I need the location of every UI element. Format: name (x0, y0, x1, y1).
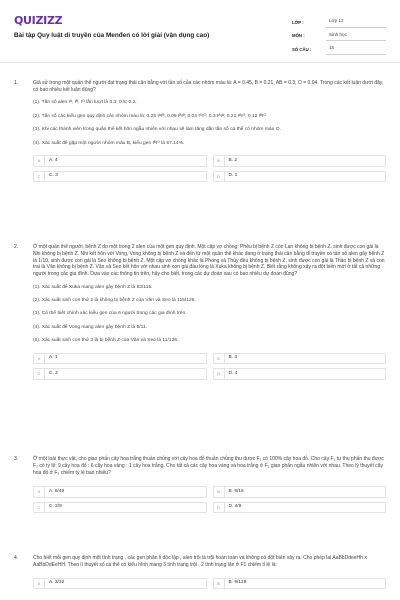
option-text: C. 2/9 (49, 504, 62, 510)
statement: (4). Xác suất để gặp một người nhóm máu B, kiểu gen IᴮIᴼ là 57.14%. (33, 140, 185, 146)
option-text: B. 9/128 (228, 580, 247, 586)
option-text: C. 3 (49, 173, 58, 179)
option-letter: B (214, 579, 225, 589)
answer-option-b[interactable] (213, 155, 387, 167)
option-letter: A (34, 487, 45, 497)
header-divider (0, 62, 400, 63)
meta-label: LỚP : (292, 19, 304, 25)
answer-option-d[interactable] (213, 502, 387, 514)
meta-row-grade (292, 14, 386, 28)
option-letter: B (214, 354, 225, 364)
answer-option-c[interactable] (33, 368, 207, 380)
statement: (2). Tần số các kiểu gen quy định các nhóm máu là: 0.25 IᴬIᴮ; 0.09 IᴮIᴮ; 0.04 IᴼIᴼ; 0.3 IᴬIᴬ; 0.21 IᴬIᴼ; 0.12 IᴮIᴼ (33, 113, 266, 119)
option-letter: B (214, 487, 225, 497)
meta-value: Lớp 12 (326, 18, 386, 27)
meta-row-subject (292, 28, 386, 42)
option-text: A. 8/49 (49, 488, 65, 494)
option-letter: C (34, 503, 45, 513)
meta-row-question-count (292, 41, 386, 55)
option-text: D. 4/9 (228, 504, 242, 510)
answer-option-b[interactable] (213, 578, 387, 590)
statement: (1). Tần số alen Iᴬ, Iᴮ, Iᴼ lần lượt là 0.3; 0.5; 0.2. (33, 100, 137, 106)
option-letter: A (34, 579, 45, 589)
worksheet-header (14, 12, 386, 58)
question-number: 1. (14, 80, 19, 86)
answer-options (33, 578, 386, 590)
option-letter: A (34, 156, 45, 166)
option-text: A. 1 (49, 355, 58, 361)
statement: (1). Xác suất để Xuka mang alen gây bệnh Z là 53/115. (33, 284, 153, 290)
answer-option-c[interactable] (33, 502, 207, 514)
answer-option-b[interactable] (213, 486, 387, 498)
question-2 (14, 244, 386, 380)
answer-option-d[interactable] (213, 171, 387, 183)
answer-option-a[interactable] (33, 155, 207, 167)
worksheet-title: Bài tập Quy luật di truyền của Menđen có lời giải (vận dụng cao) (14, 32, 210, 39)
question-text: Cho biết mỗi gen quy định một tính trạng , các gen phân li độc lập , alen trội là trội hoàn toàn và không có đột biến xảy ra. Cho phép lai AaBbDdeeHh x AaBbDdEeHH. Theo lí thuyết số cá thể có kiểu hình mang 3 tính trạng trội , 2 tính trạng lặn ở F1 chiếm tỉ lệ là: (33, 555, 367, 568)
answer-option-c[interactable] (33, 171, 207, 183)
statement: (5). Xác suất sinh con thứ 3 là bị bệnh Z của Văn và Seo là 11/126. (33, 338, 179, 344)
meta-value: 15 (326, 45, 386, 54)
question-1 (14, 80, 386, 182)
question-3 (14, 456, 386, 513)
answer-options (33, 155, 386, 182)
option-letter: D (214, 172, 225, 182)
meta-label: MÔN : (292, 33, 305, 39)
question-text: Giả sử trong một quần thể người đạt trạng thái cân bằng với tần số của các nhóm máu là: A = 0.45, B = 0.21, AB = 0.3, O = 0.04. Trong các kết luận dưới đây, có bao nhiêu kết luận đúng? (33, 80, 384, 93)
answer-option-a[interactable] (33, 578, 207, 590)
question-number: 3. (14, 456, 19, 462)
statement: (3). Có thể biết chính xác kiểu gen của 6 người trong các gia đình trên. (33, 311, 187, 317)
question-4 (14, 555, 386, 589)
answer-options (33, 353, 386, 380)
question-text: Ở một quần thể người, bệnh Z do một trong 2 alen của một gen quy định. Một cặp vợ chồng: Phêu bị bệnh Z còn Lan không bị bệnh Z, sinh được con gái là Nhi không bị bệnh Z. Nhi kết hôn với Vong, Vong không bị bệnh Z và đến từ một quần thể khác đang ở trạng thái cân bằng di truyền có tần số alen gây bệnh Z là 1/10, sinh được con gái là Seo không bị bệnh Z. Một cặp vợ chồng khác là Phong và Thủy đều không bị bệnh Z, sinh được con gái là Thảo bị bệnh Z và con trai là Văn không bị bệnh Z. Văn và Seo kết hôn với nhau sinh con gái đầu lòng là Xuka không bị bệnh Z. Biết rằng không xảy ra đột biến mới ở tất cả những người trong các gia đình. Dựa vào các thông tin trên, hãy cho biết, trong các dự đoán sau có bao nhiêu dự đoán đúng? (33, 244, 385, 277)
option-text: A. 4 (49, 157, 58, 163)
option-letter: B (214, 156, 225, 166)
option-text: D. 1 (228, 173, 238, 179)
option-text: B. 9/16 (228, 488, 244, 494)
option-text: B. 2 (228, 157, 238, 163)
option-letter: D (214, 369, 225, 379)
statement: (3). Khi các thành viên trong quần thể kết hôn ngẫu nhiên với nhau sẽ làm tăng dần tần số cá thể có nhóm máu O. (33, 127, 281, 133)
meta-value: Sinh học (326, 32, 386, 41)
quizizz-logo: QUIZIZZ (14, 14, 63, 27)
statement: (4). Xác suất để Vong mang alen gây bệnh Z là 5/11. (33, 324, 148, 330)
answer-option-a[interactable] (33, 353, 207, 365)
answer-option-a[interactable] (33, 486, 207, 498)
answer-options (33, 486, 386, 513)
question-number: 2. (14, 244, 19, 250)
option-letter: A (34, 354, 45, 364)
answer-option-d[interactable] (213, 368, 387, 380)
question-text: Ở một loài thực vật, cho giao phấn cây hoa trắng thuần chủng với cây hoa đỏ thuần chủng thu được F₁ có 100% cây hoa đỏ. Cho cây F₁ tự thụ phấn thu được F₂ có tỷ lệ: 9 cây hoa đỏ : 6 cây hoa vàng : 1 cây hoa trắng. Cho tất cả các cây hoa vàng và hoa trắng ở F₂ giao phấn ngẫu nhiên với nhau. Theo lý thuyết cây hoa đỏ ở F₃ chiếm tỷ lệ bao nhiêu? (33, 456, 384, 476)
answer-option-b[interactable] (213, 353, 387, 365)
statement: (2). Xác suất sinh con thứ 2 là không bị bệnh Z của Văn và Seo là 115/126. (33, 297, 196, 303)
option-text: C. 2 (49, 370, 58, 376)
option-letter: C (34, 369, 45, 379)
option-text: A. 3/32 (49, 580, 65, 586)
option-text: B. 3 (228, 355, 238, 361)
option-letter: C (34, 172, 45, 182)
meta-label: SỐ CÂU : (292, 46, 312, 52)
worksheet-meta (292, 14, 386, 55)
option-text: D. 4 (228, 370, 238, 376)
option-letter: D (214, 503, 225, 513)
question-number: 4. (14, 555, 19, 561)
